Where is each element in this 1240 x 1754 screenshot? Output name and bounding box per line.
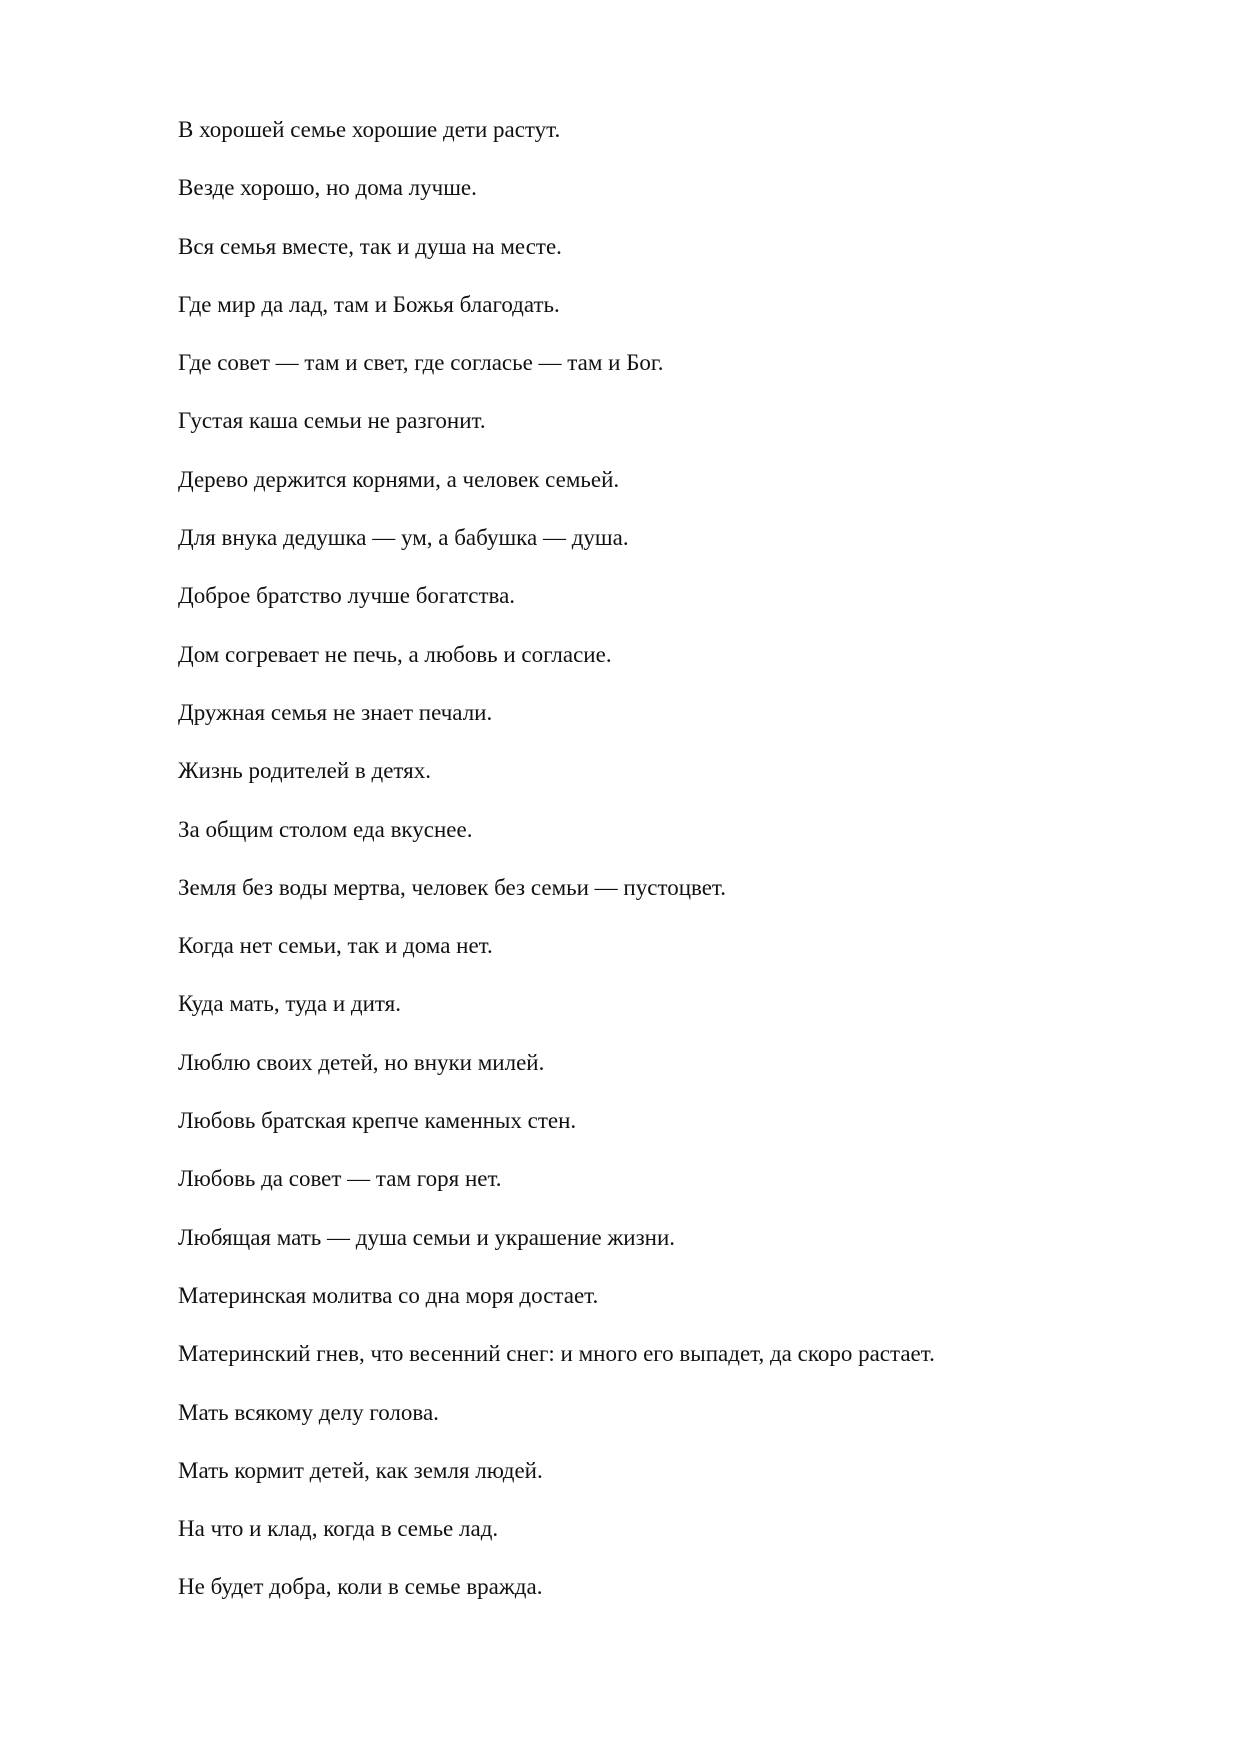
proverb-line: Любящая мать — душа семьи и украшение жизни. xyxy=(178,1224,676,1250)
proverb-list xyxy=(178,116,935,1632)
proverb-line: Для внука дедушка — ум, а бабушка — душа. xyxy=(178,525,629,551)
proverb-line: Вся семья вместе, так и душа на месте. xyxy=(178,233,562,259)
proverb-line: Густая каша семьи не разгонит. xyxy=(178,408,486,434)
proverb-line: Люблю своих детей, но внуки милей. xyxy=(178,1049,545,1075)
proverb-line: Не будет добра, коли в семье вражда. xyxy=(178,1574,543,1600)
proverb-line: Мать всякому делу голова. xyxy=(178,1399,439,1425)
proverb-line: Мать кормит детей, как земля людей. xyxy=(178,1457,543,1483)
proverb-line: Доброе братство лучше богатства. xyxy=(178,583,516,609)
proverb-line: Куда мать, туда и дитя. xyxy=(178,991,401,1017)
proverb-line: Где мир да лад, там и Божья благодать. xyxy=(178,291,560,317)
proverb-line: В хорошей семье хорошие дети растут. xyxy=(178,117,561,142)
proverb-line: Когда нет семьи, так и дома нет. xyxy=(178,933,493,959)
proverb-line: Жизнь родителей в детях. xyxy=(178,758,431,784)
proverb-line: Земля без воды мертва, человек без семьи — пустоцвет. xyxy=(178,874,727,900)
proverb-line: Везде хорошо, но дома лучше. xyxy=(178,175,477,201)
proverb-line: Материнский гнев, что весенний снег: и много его выпадет, да скоро растает. xyxy=(178,1341,935,1367)
proverb-line: На что и клад, когда в семье лад. xyxy=(178,1516,499,1542)
proverb-line: Материнская молитва со дна моря достает. xyxy=(178,1282,599,1308)
proverb-line: Любовь братская крепче каменных стен. xyxy=(178,1108,577,1134)
proverb-line: Где совет — там и свет, где согласье — там и Бог. xyxy=(178,350,664,376)
proverb-line: Дом согревает не печь, а любовь и согласие. xyxy=(178,641,612,667)
proverb-line: За общим столом еда вкуснее. xyxy=(178,816,473,842)
proverb-line: Дружная семья не знает печали. xyxy=(178,699,493,725)
proverb-line: Дерево держится корнями, а человек семьей. xyxy=(178,466,620,492)
proverb-line: Любовь да совет — там горя нет. xyxy=(178,1166,502,1192)
